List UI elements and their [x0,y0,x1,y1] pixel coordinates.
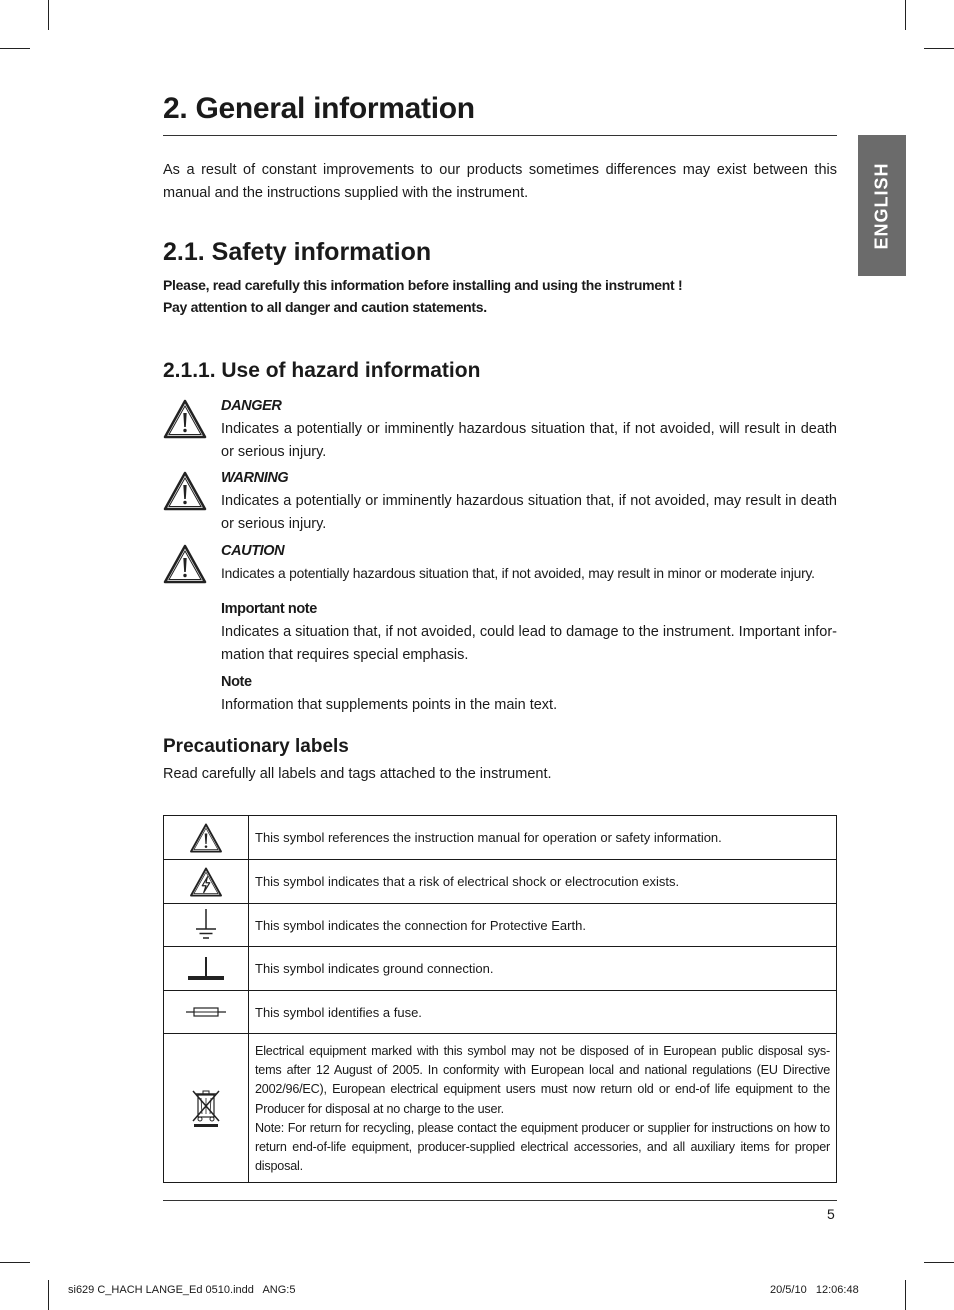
table-row [164,904,837,947]
crop-mark [48,0,49,30]
crop-mark [0,48,30,49]
hazard-heading: 2.1.1. Use of hazard information [163,359,481,382]
title-divider [163,135,837,136]
safety-heading: 2.1. Safety information [163,238,432,266]
table-row [164,1034,837,1183]
protective-earth-icon [191,907,221,943]
table-row [164,860,837,904]
important-note-title: Important note [221,601,317,617]
labels-heading: Precautionary labels [163,736,349,757]
caution-title: CAUTION [221,543,285,559]
caution-text: Indicates a potentially hazardous situation that, if not avoided, may result in minor or moderate injury. [221,566,815,581]
electric-shock-icon [189,867,223,897]
footer-divider [163,1200,837,1201]
labels-subtext: Read carefully all labels and tags attached to the instrument. [163,766,552,782]
intro-paragraph: As a result of constant improvements to our products sometimes differences may exist between this manual and the instructions supplied with the instrument. [163,162,837,201]
caution-triangle-icon [189,823,223,853]
symbol-description: This symbol identifies a fuse. [249,991,837,1034]
danger-text: Indicates a potentially or imminently hazardous situation that, if not avoided, will result in death or serious injury. [221,421,837,460]
crop-mark [924,1262,954,1263]
symbols-table [163,815,837,1183]
ground-icon [186,953,226,985]
weee-note: Note: For return for recycling, please contact the equipment producer or supplier for instructions on how to return end-of-life equipment, producer-supplied electrical accessories, and all auxiliary items for proper disposal. [255,1120,830,1174]
symbol-description: This symbol indicates the connection for Protective Earth. [249,904,837,947]
warning-title: WARNING [221,470,289,486]
symbol-description: This symbol references the instruction manual for operation or safety information. [249,816,837,860]
crop-mark [905,1280,906,1310]
weee-description [249,1034,837,1183]
symbol-description: This symbol indicates that a risk of electrical shock or electrocution exists. [249,860,837,904]
symbol-cell [164,991,249,1034]
important-note-text: Indicates a situation that, if not avoided, could lead to damage to the instrument. Important infor-mation that requires special emphasis. [221,624,837,663]
symbol-cell [164,1034,249,1183]
note-title: Note [221,674,252,690]
language-tab-label: ENGLISH [871,161,892,250]
table-row [164,991,837,1034]
symbol-cell [164,904,249,947]
safety-lead [163,274,682,318]
table-row [164,947,837,991]
safety-lead-line: Please, read carefully this information before installing and using the instrument ! [163,277,683,293]
table-row [164,816,837,860]
crop-mark [905,0,906,30]
symbol-description: This symbol indicates ground connection. [249,947,837,991]
print-slug-file: si629 C_HACH LANGE_Ed 0510.indd ANG:5 [68,1284,296,1296]
safety-lead-line: Pay attention to all danger and caution statements. [163,299,487,315]
symbol-cell [164,860,249,904]
warning-triangle-icon [163,399,207,439]
language-tab [858,135,906,276]
symbol-cell [164,947,249,991]
danger-title: DANGER [221,398,282,414]
warning-triangle-icon [163,471,207,511]
crop-mark [0,1262,30,1263]
weee-bin-icon [188,1087,224,1129]
print-slug-date: 20/5/10 12:06:48 [770,1284,859,1296]
note-text: Information that supplements points in the main text. [221,697,558,713]
warning-triangle-icon [163,544,207,584]
weee-text: Electrical equipment marked with this symbol may not be disposed of in European public disposal sys-tems after 12 August of 2005. In conformity with European local and national regulations (EU Directive 2002/96/EC), European electrical equipment users must now return old or end-of life equipment to the Producer for disposal at no charge to the user. [255,1044,830,1116]
crop-mark [924,48,954,49]
crop-mark [48,1280,49,1310]
fuse-icon [186,1005,226,1019]
page-number: 5 [827,1206,835,1222]
symbol-cell [164,816,249,860]
warning-text: Indicates a potentially or imminently hazardous situation that, if not avoided, may result in death or serious injury. [221,493,837,532]
page-title: 2. General information [163,92,475,125]
